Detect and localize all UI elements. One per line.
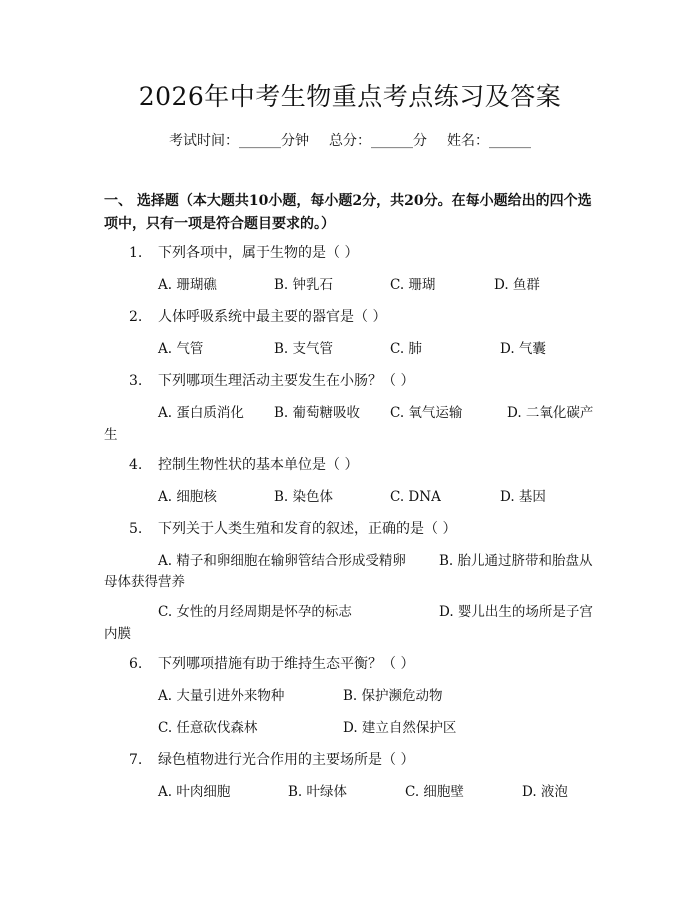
option-d: D. 建立自然保护区 (343, 720, 457, 736)
option-c: C. 氧气运输 (390, 405, 463, 421)
question-3 (129, 371, 414, 391)
option-a: A. 蛋白质消化 (158, 405, 244, 421)
option-c: C. 珊瑚 (390, 277, 436, 293)
student-name-field: 姓名：______ (447, 133, 531, 149)
option-c: C. 细胞壁 (405, 784, 464, 800)
question-number: 5. (129, 521, 143, 537)
option-a: A. 珊瑚礁 (158, 277, 217, 293)
question-stem: 下列哪项措施有助于维持生态平衡？（ ） (158, 656, 415, 672)
option-a: A. 细胞核 (158, 489, 217, 505)
option-d: D. 气囊 (500, 341, 546, 357)
option-a: A. 大量引进外来物种 (158, 688, 285, 704)
option-b: B. 钟乳石 (274, 277, 334, 293)
question-stem: 控制生物性状的基本单位是（ ） (158, 457, 359, 473)
question-stem: 下列各项中，属于生物的是（ ） (158, 245, 359, 261)
option-b-continued: 母体获得营养 (104, 574, 185, 590)
total-score-field: 总分：______分 (329, 133, 427, 149)
question-1 (129, 243, 358, 263)
question-5 (129, 519, 456, 539)
question-2 (129, 307, 386, 327)
option-c: C. 女性的月经周期是怀孕的标志 (158, 604, 352, 620)
question-stem: 下列关于人类生殖和发育的叙述，正确的是（ ） (158, 521, 457, 537)
option-b: B. 叶绿体 (288, 784, 348, 800)
option-d: D. 二氧化碳产 (507, 405, 594, 421)
option-a: A. 精子和卵细胞在输卵管结合形成受精卵 (158, 553, 406, 569)
exam-time-field: 考试时间：______分钟 (169, 133, 309, 149)
question-number: 4. (129, 457, 143, 473)
question-number: 1. (129, 245, 143, 261)
option-b: B. 支气管 (274, 341, 334, 357)
option-a: A. 气管 (158, 341, 204, 357)
option-d: D. 鱼群 (494, 277, 540, 293)
option-d: D. 液泡 (522, 784, 568, 800)
option-c: C. 任意砍伐森林 (158, 720, 258, 736)
option-d-continued: 生 (104, 427, 118, 443)
option-c: C. DNA (390, 489, 441, 505)
option-d: D. 基因 (500, 489, 546, 505)
option-b: B. 葡萄糖吸收 (274, 405, 361, 421)
option-b: B. 染色体 (274, 489, 334, 505)
question-number: 2. (129, 309, 143, 325)
exam-meta (0, 131, 700, 151)
section-heading: 一、 选择题（本大题共10小题，每小题2分，共20分。在每小题给出的四个选项中，只有一项是符合题目要求的。） (104, 193, 592, 232)
question-4 (129, 455, 358, 475)
option-d-continued: 内膜 (104, 626, 131, 642)
option-b: B. 保护濒危动物 (343, 688, 443, 704)
option-b: B. 胎儿通过脐带和胎盘从 (439, 553, 593, 569)
option-d: D. 婴儿出生的场所是子宫 (439, 604, 593, 620)
question-stem: 绿色植物进行光合作用的主要场所是（ ） (158, 752, 415, 768)
question-number: 6. (129, 656, 143, 672)
page-title: 2026年中考生物重点考点练习及答案 (138, 82, 562, 111)
option-a: A. 叶肉细胞 (158, 784, 231, 800)
question-number: 7. (129, 752, 143, 768)
question-7 (129, 750, 414, 770)
option-c: C. 肺 (390, 341, 422, 357)
question-stem: 人体呼吸系统中最主要的器官是（ ） (158, 309, 387, 325)
question-6 (129, 654, 414, 674)
question-number: 3. (129, 373, 143, 389)
question-stem: 下列哪项生理活动主要发生在小肠？（ ） (158, 373, 415, 389)
